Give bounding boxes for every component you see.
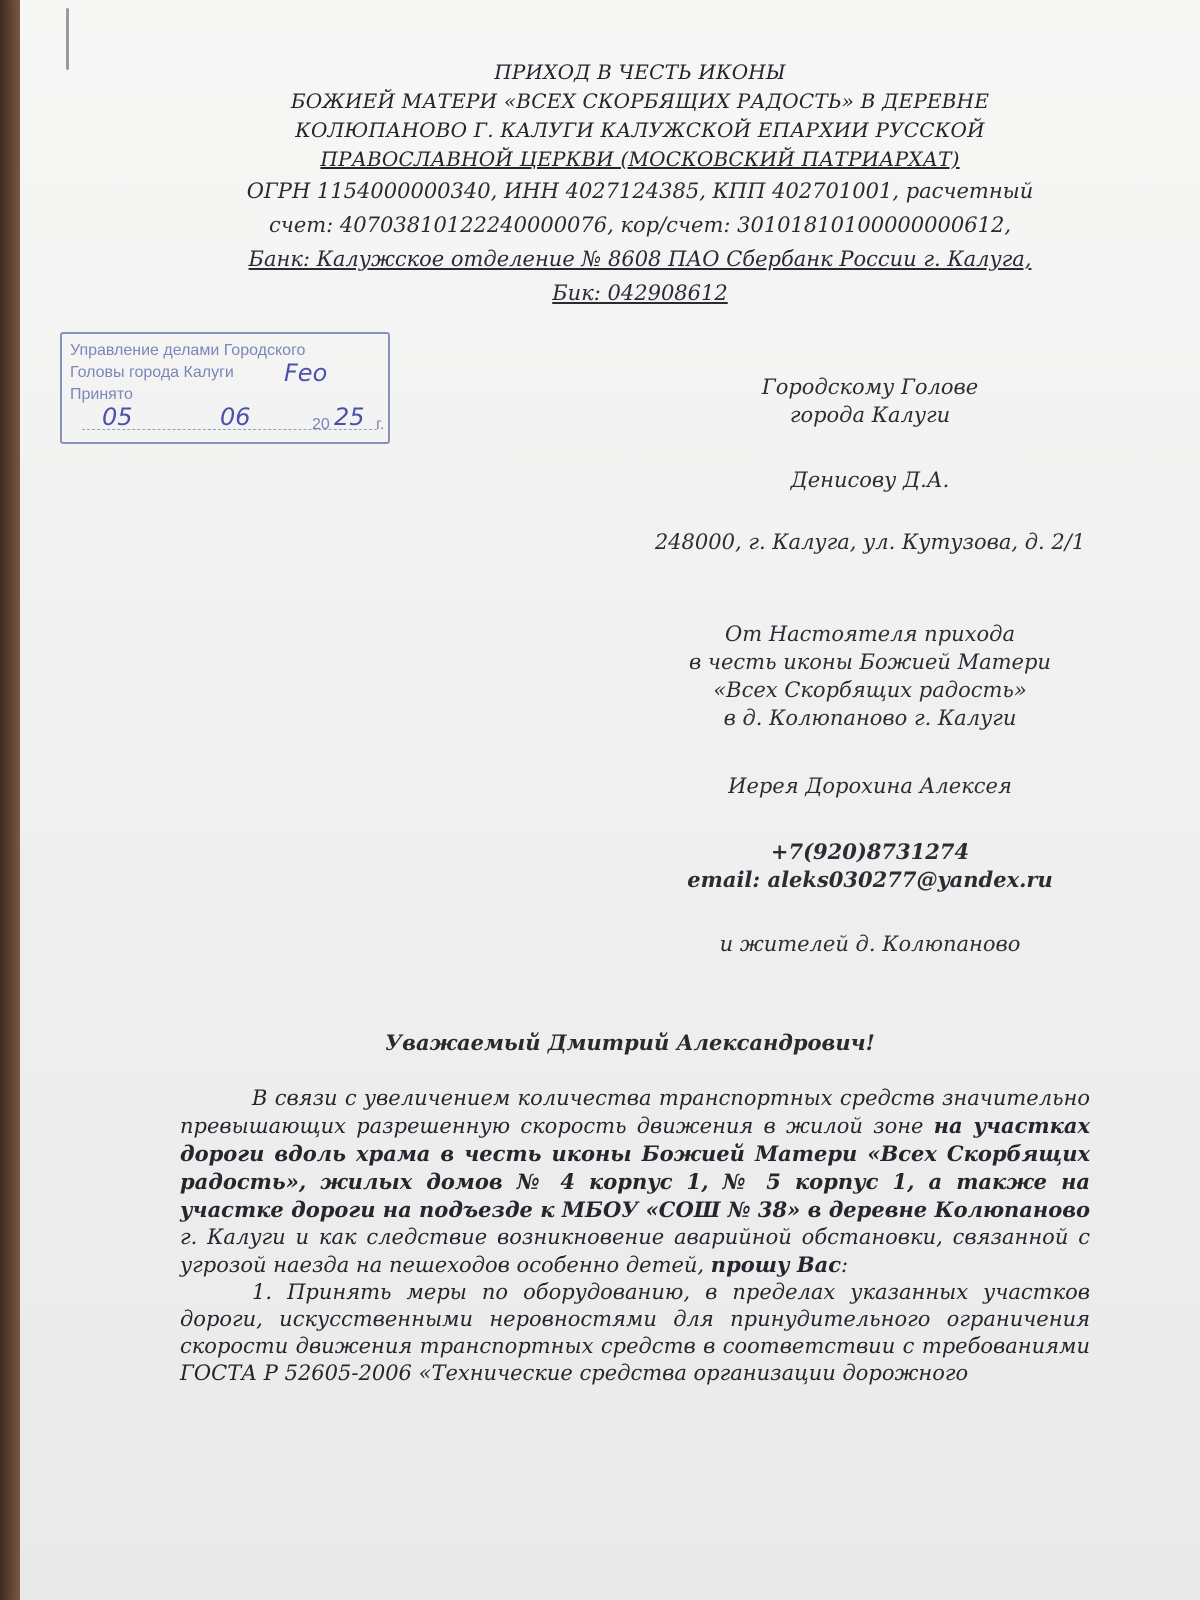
sender-email: email: aleks030277@yandex.ru [687, 867, 1053, 892]
recipient-address: 248000, г. Калуга, ул. Кутузова, д. 2/1 [654, 530, 1086, 554]
sender-phone: +7(920)8731274 [770, 839, 970, 864]
sender-residents: и жителей д. Колюпаново [719, 932, 1021, 956]
header-line-3: КОЛЮПАНОВО Г. КАЛУГИ КАЛУЖСКОЙ ЕПАРХИИ РУССКОЙ [295, 118, 985, 142]
requisites-line-2: счет: 40703810122240000076, кор/счет: 30101810100000000612, [269, 213, 1011, 237]
stamp-signature: Feo [284, 359, 328, 387]
header-line-2: БОЖИЕЙ МАТЕРИ «ВСЕХ СКОРБЯЩИХ РАДОСТЬ» В ДЕРЕВНЕ [290, 89, 990, 113]
recipient-name: Денисову Д.А. [790, 468, 950, 492]
requisites-line-4: Бик: 042908612 [552, 281, 728, 305]
body-p1-d: прошу Вас [710, 1252, 841, 1277]
sender-block [610, 620, 1130, 732]
received-stamp [60, 332, 390, 444]
sender-line-3: «Всех Скорбящих радость» [713, 678, 1027, 702]
stamp-year-prefix: 20 [312, 416, 330, 433]
sender-line-4: в д. Колюпаново г. Калуги [723, 706, 1017, 730]
recipient-line-1: Городскому Голове [761, 375, 979, 399]
recipient-title [610, 373, 1130, 429]
letter-sheet [20, 0, 1200, 1600]
body-paragraph-1 [180, 1085, 1090, 1279]
body-p1-c: г. Калуги и как следствие возникновение аварийной обстановки, связанной с угрозой наезда на пешеходов особенно детей, [180, 1225, 1090, 1277]
body-paragraph-2: 1. Принять меры по оборудованию, в пределах указанных участков дороги, искусственными неровностями для принудительного ограничения скорости движения транспортных средств в соответствии с требованиями ГОСТА Р 52605-2006 «Технические средства организации дорожного [180, 1280, 1090, 1385]
bank-requisites [140, 174, 1140, 310]
stamp-month: 06 [220, 403, 251, 431]
stamp-date-line [82, 429, 377, 430]
stamp-line-2: Головы города Калуги [70, 364, 234, 381]
recipient-line-2: города Калуги [789, 403, 951, 427]
header-line-1: ПРИХОД В ЧЕСТЬ ИКОНЫ [494, 60, 786, 84]
organization-header [140, 58, 1140, 174]
sender-contacts [610, 838, 1130, 894]
staple-mark [66, 8, 69, 70]
sender-line-2: в честь иконы Божией Матери [689, 650, 1051, 674]
stamp-year-suffix: г. [376, 416, 385, 433]
sender-line-1: От Настоятеля прихода [725, 622, 1015, 646]
stamp-line-1: Управление делами Городского [70, 342, 306, 359]
stamp-day: 05 [102, 403, 133, 431]
sender-name: Иерея Дорохина Алексея [728, 774, 1012, 798]
body-p1-b: на участках дороги вдоль храма в честь иконы Божией Матери «Всех Скорбящих радость», жилых домов № 4 корпус 1, № 5 корпус 1, а также на участке дороги на подъезде к МБОУ «СОШ № 38» в деревне Колюпаново [180, 1113, 1090, 1222]
greeting: Уважаемый Дмитрий Александрович! [385, 1030, 875, 1055]
requisites-line-3: Банк: Калужское отделение № 8608 ПАО Сбербанк России г. Калуга, [248, 247, 1032, 271]
body-p1-e: : [841, 1253, 849, 1277]
letter-body [180, 1085, 1090, 1387]
body-p1-a: В связи с увеличением количества транспортных средств значительно превышающих разрешенную скорость движения в жилой зоне [180, 1086, 1090, 1138]
requisites-line-1: ОГРН 1154000000340, ИНН 4027124385, КПП 402701001, расчетный [246, 179, 1034, 203]
stamp-line-3: Принято [70, 386, 133, 403]
header-line-4: ПРАВОСЛАВНОЙ ЦЕРКВИ (МОСКОВСКИЙ ПАТРИАРХАТ) [320, 147, 960, 171]
stamp-year: 25 [334, 403, 365, 431]
